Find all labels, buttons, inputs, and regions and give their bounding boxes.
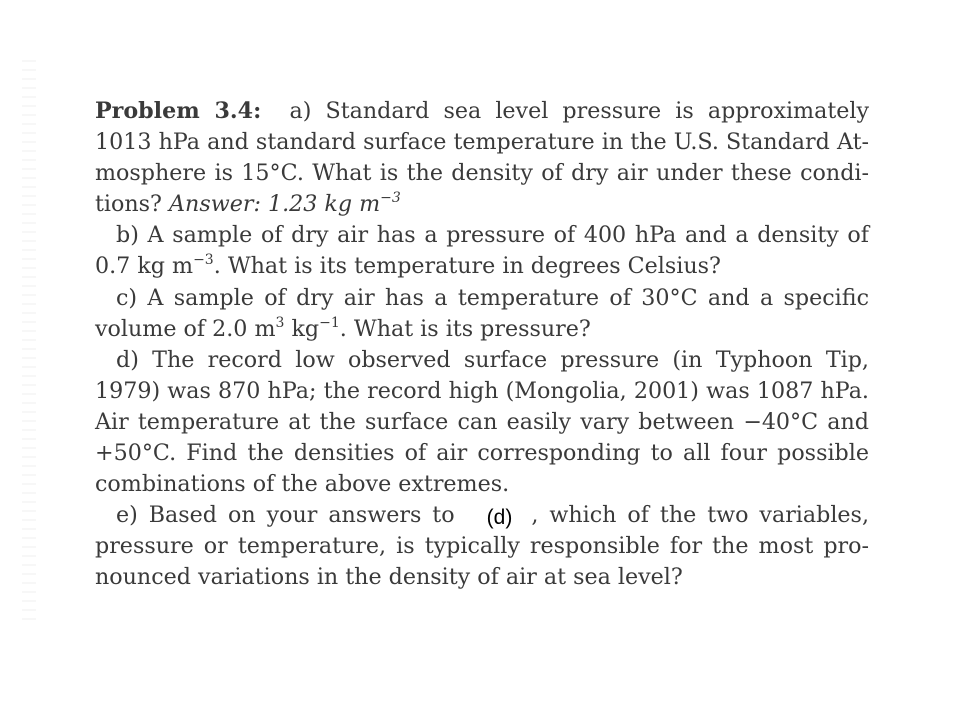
line-d1: d) The record low observed surface pressure (in Typhoon Tip, <box>116 346 869 373</box>
line-c1: c) A sample of dry air has a temperature of 30°C and a specific <box>116 284 869 311</box>
line-c2: volume of 2.0 $m^3$ $kg^{-1}$. What is its pressure? <box>95 314 591 342</box>
line-a3: mosphere is 15°C. What is the density of dry air under these condi- <box>95 160 869 187</box>
problem-heading: Problem 3.4: <box>95 98 262 124</box>
line-a1: Problem 3.4: a) Standard sea level pressure is approximately <box>95 98 869 124</box>
line-b2: 0.7 kg $m^{-3}$. What is its temperature in degrees Celsius? <box>95 252 721 280</box>
line-e3: nounced variations in the density of air at sea level? <box>95 564 683 591</box>
part-reference-label: (d) <box>480 503 519 532</box>
line-d3: Air temperature at the surface can easily vary between −40°C and <box>95 408 869 435</box>
line-d5: combinations of the above extremes. <box>95 471 510 498</box>
line-d4: +50°C. Find the densities of air corresponding to all four possible <box>95 440 869 467</box>
line-e2: pressure or temperature, is typically responsible for the most pro- <box>95 533 869 560</box>
line-b1: b) A sample of dry air has a pressure of 400 hPa and a density of <box>116 222 869 249</box>
line-d2: 1979) was 870 hPa; the record high (Mongolia, 2001) was 1087 hPa. <box>95 377 869 404</box>
line-a4: tions? Answer: 1.23 kg $m^{-3}$ <box>95 190 401 218</box>
line-e1: e) Based on your answers to , which of the two variables, <box>116 502 869 529</box>
answer-a: Answer: 1.23 kg $m^{-3}$ <box>169 190 401 218</box>
line-a2: 1013 hPa and standard surface temperature in the U.S. Standard At- <box>95 129 869 156</box>
scan-margin-noise <box>22 60 36 620</box>
